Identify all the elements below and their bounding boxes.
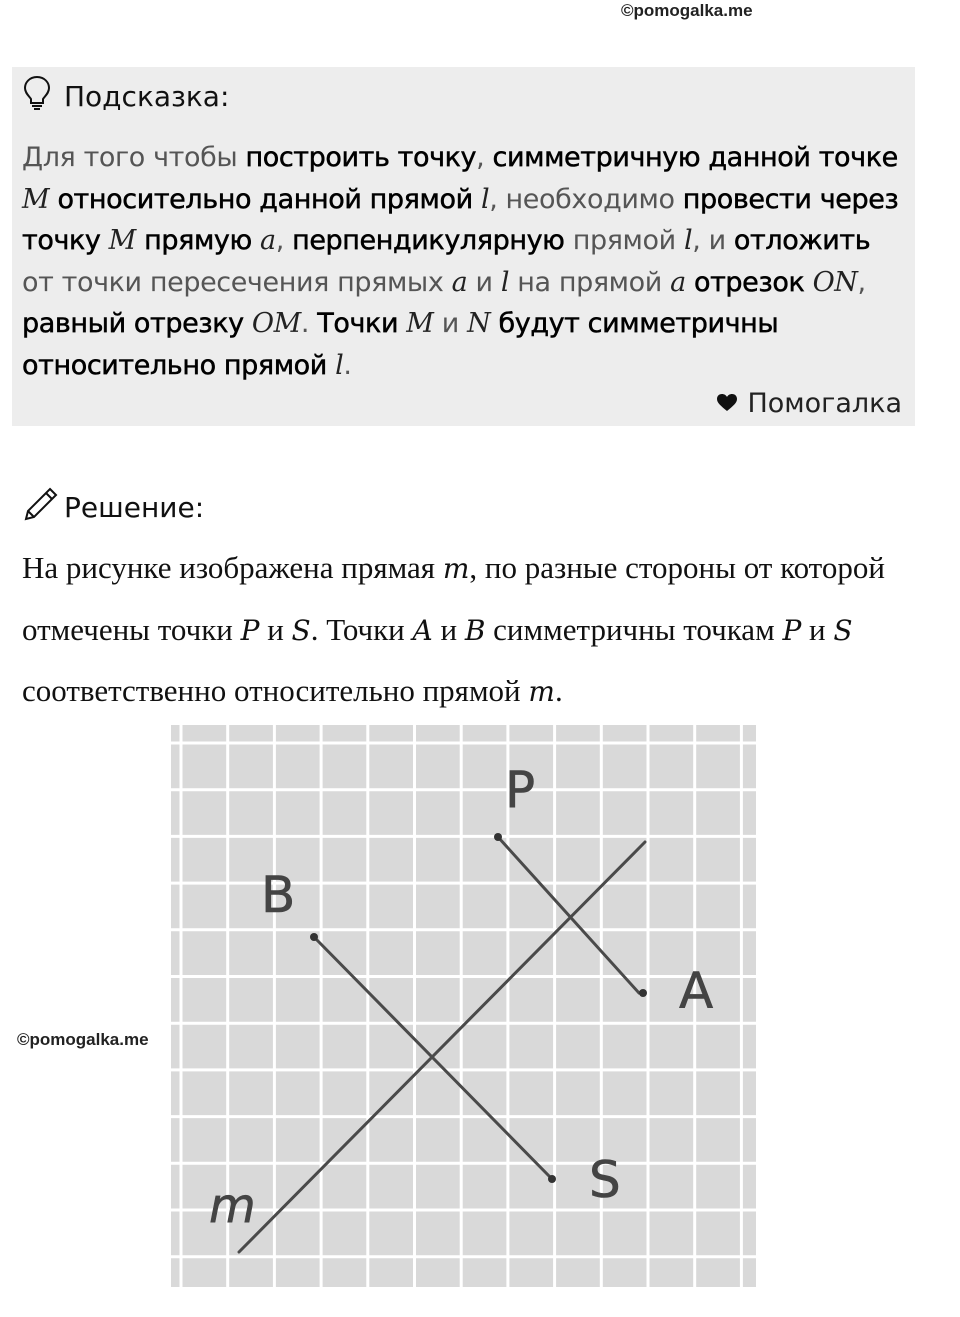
math-symbol: M (406, 308, 434, 340)
label-B: B (261, 866, 296, 924)
emphasis-text: будут симметричны относительно прямой (22, 308, 779, 381)
graph-paper (171, 725, 756, 1287)
emphasis-text: Точки (317, 308, 407, 340)
signature (717, 388, 902, 419)
text-run: . (554, 673, 563, 708)
text-run: и (433, 308, 468, 340)
math-symbol: N (467, 308, 491, 340)
text-run: , (857, 266, 866, 298)
lightbulb-icon (22, 75, 52, 118)
emphasis-text: отложить (733, 225, 871, 257)
math-symbol: OM (251, 308, 301, 340)
text-run: и (432, 611, 465, 647)
math-symbol: M (22, 183, 50, 215)
signature-text: Помогалка (747, 388, 902, 419)
math-symbol: l (500, 266, 510, 298)
text-run: , по разные стороны от которой отмечены точки (22, 550, 885, 647)
emphasis-text: отрезок (693, 266, 813, 298)
text-run: Для того чтобы (22, 142, 246, 173)
math-symbol: P (240, 613, 260, 647)
math-symbol: M (108, 225, 136, 257)
math-symbol: A (412, 613, 433, 647)
emphasis-text: относительно данной прямой (57, 183, 481, 215)
text-run: , (476, 142, 493, 173)
solution-title: Решение: (64, 490, 205, 524)
text-run: и (467, 266, 501, 298)
emphasis-text: прямую (144, 225, 261, 257)
text-run: , (275, 225, 293, 257)
watermark-top: ©pomogalka.me (621, 1, 753, 20)
text-run: на прямой (509, 266, 671, 298)
math-symbol: S (291, 613, 311, 647)
text-run: . (300, 308, 318, 340)
point-A (639, 989, 647, 997)
text-run: , необходимо (489, 183, 683, 215)
text-run: . Точки (310, 611, 413, 647)
text-run: соответственно относительно прямой (22, 673, 529, 708)
text-run (686, 267, 694, 298)
text-run (136, 225, 144, 256)
math-symbol: a (451, 266, 468, 298)
hint-header (22, 76, 229, 116)
label-A: A (679, 962, 714, 1020)
math-symbol: P (782, 613, 802, 647)
text-run: На рисунке изображена прямая (22, 550, 443, 585)
text-run: симметричны точкам (485, 611, 783, 647)
solution-header (22, 484, 204, 530)
label-P: P (505, 761, 536, 819)
math-symbol: S (833, 613, 853, 647)
label-S: S (589, 1151, 621, 1209)
math-symbol: l (683, 225, 693, 257)
point-B (310, 933, 318, 941)
math-symbol: a (260, 225, 276, 257)
pencil-icon (22, 485, 60, 530)
point-S (548, 1175, 556, 1183)
emphasis-text: симметричную данной точке (492, 142, 898, 173)
math-symbol: B (464, 613, 486, 647)
text-run: . (343, 349, 352, 381)
math-symbol: ON (812, 266, 858, 298)
emphasis-text: провести через точку (22, 183, 899, 257)
emphasis-text: перпендикулярную (292, 225, 565, 257)
math-symbol: l (335, 349, 344, 381)
text-run: , и (692, 225, 734, 257)
solution-text (22, 538, 922, 723)
label-m: m (209, 1178, 256, 1234)
text-run: и (801, 611, 834, 647)
emphasis-text: построить точку (245, 142, 477, 173)
heart-icon (717, 388, 737, 419)
watermark-side: ©pomogalka.me (17, 1030, 149, 1049)
math-symbol: m (442, 552, 470, 585)
text-run: и (259, 611, 292, 647)
text-run: от точки пересечения прямых (22, 266, 452, 298)
geometry-figure (171, 725, 756, 1287)
text-run: прямой (564, 225, 684, 257)
hint-title: Подсказка: (64, 79, 230, 113)
math-symbol: l (480, 183, 490, 215)
emphasis-text: равный отрезку (22, 308, 252, 340)
math-symbol: a (670, 266, 686, 298)
hint-text (22, 137, 902, 387)
math-symbol: m (528, 675, 555, 708)
point-P (494, 833, 502, 841)
